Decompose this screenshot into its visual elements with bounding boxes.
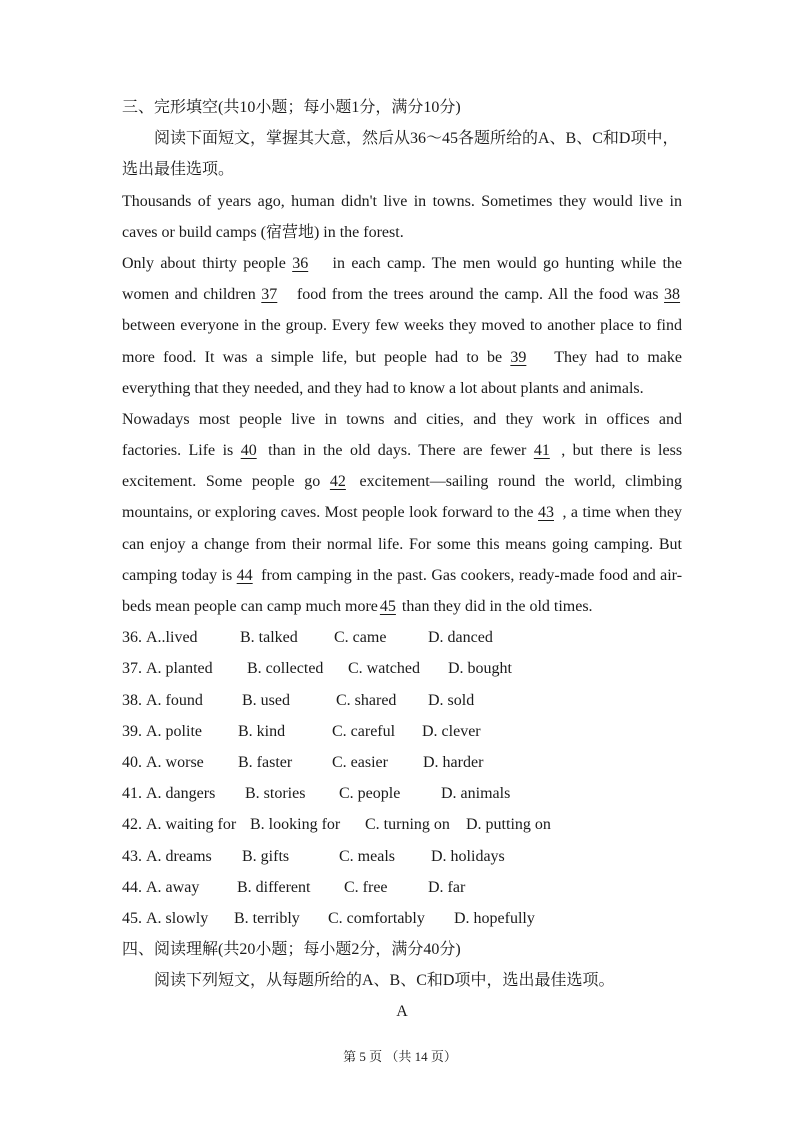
option-a: A. slowly xyxy=(146,909,209,927)
blank-38: 38 xyxy=(664,286,681,304)
option-c: C. turning on xyxy=(365,816,450,834)
blank-42: 42 xyxy=(329,473,346,491)
question-39 xyxy=(122,716,682,747)
passage-line xyxy=(122,560,682,591)
option-a: A. away xyxy=(146,878,200,896)
blank-41: 41 xyxy=(533,442,550,460)
passage-text: factories. Life is xyxy=(122,442,234,460)
passage-text: They had to make xyxy=(554,348,682,366)
passage-line: Thousands of years ago, human didn't live in towns. Sometimes they would live in xyxy=(122,192,682,210)
option-a: A. dangers xyxy=(146,785,216,803)
passage-text: camping today is xyxy=(122,566,233,584)
option-d: D. hopefully xyxy=(454,909,535,927)
blank-44: 44 xyxy=(236,566,253,584)
question-40 xyxy=(122,747,682,778)
blank-45: 45 xyxy=(379,598,396,615)
passage-text: women and children xyxy=(122,286,256,304)
option-d: D. holidays xyxy=(431,847,505,865)
option-a: A. waiting for xyxy=(146,816,237,834)
option-c: C. careful xyxy=(332,722,396,740)
passage-text: food from the trees around the camp. All the food was xyxy=(296,286,659,304)
option-d: D. clever xyxy=(422,722,481,740)
option-c: C. shared xyxy=(336,691,397,709)
option-a: A. dreams xyxy=(146,847,212,865)
passage-line: can enjoy a change from their normal life. For some this means going camping. But xyxy=(122,535,682,553)
option-d: D. animals xyxy=(441,785,511,803)
passage-text: beds mean people can camp much more xyxy=(122,598,378,615)
page-footer: 第 5 页 （共 14 页） xyxy=(343,1049,457,1064)
passage-text: more food. It was a simple life, but people had to be xyxy=(122,348,503,366)
option-d: D. putting on xyxy=(466,816,551,834)
option-d: D. harder xyxy=(423,753,484,771)
option-b: B. collected xyxy=(247,660,324,678)
passage-text: mountains, or exploring caves. Most people look forward to the xyxy=(122,504,534,522)
section3-instruction-line1: 阅读下面短文，掌握其大意，然后从36～45各题所给的A、B、C和D项中， xyxy=(154,130,679,148)
option-b: B. different xyxy=(237,878,311,896)
question-38 xyxy=(122,685,682,716)
option-a: A..lived xyxy=(146,629,198,647)
passage-text: than in the old days. There are fewer xyxy=(268,442,527,460)
passage-text: Only about thirty people xyxy=(122,254,286,272)
question-number: 40. xyxy=(122,753,142,771)
question-number: 37. xyxy=(122,660,142,678)
passage-line xyxy=(122,497,682,528)
question-41 xyxy=(122,778,682,809)
option-c: C. meals xyxy=(339,847,395,865)
blank-37: 37 xyxy=(261,286,278,304)
blank-36: 36 xyxy=(292,254,309,272)
passage-line: Nowadays most people live in towns and cities, and they work in offices and xyxy=(122,410,682,428)
option-c: C. people xyxy=(339,785,401,803)
option-a: A. polite xyxy=(146,722,202,740)
question-43 xyxy=(122,841,682,872)
passage-label: A xyxy=(396,1003,408,1021)
passage-line: everything that they needed, and they had to know a lot about plants and animals. xyxy=(122,379,644,397)
question-42 xyxy=(122,809,682,840)
passage-line: between everyone in the group. Every few weeks they moved to another place to find xyxy=(122,317,682,335)
passage-line xyxy=(122,342,682,373)
question-number: 43. xyxy=(122,847,142,865)
option-b: B. looking for xyxy=(250,816,341,834)
option-c: C. comfortably xyxy=(328,909,425,927)
cloze-passage xyxy=(122,186,682,623)
blank-43: 43 xyxy=(538,504,554,522)
question-number: 39. xyxy=(122,722,142,740)
question-44 xyxy=(122,872,682,903)
option-a: A. worse xyxy=(146,753,204,771)
option-d: D. sold xyxy=(428,691,475,709)
section3-instruction-line2: 选出最佳选项。 xyxy=(122,161,235,179)
passage-line xyxy=(122,466,682,497)
passage-line xyxy=(122,435,682,466)
option-b: B. gifts xyxy=(242,847,290,865)
option-c: C. watched xyxy=(348,660,420,678)
question-number: 44. xyxy=(122,878,142,896)
option-b: B. stories xyxy=(245,785,306,803)
option-a: A. planted xyxy=(146,660,213,678)
option-d: D. danced xyxy=(428,629,493,647)
question-36 xyxy=(122,622,682,653)
question-number: 36. xyxy=(122,629,142,647)
question-number: 42. xyxy=(122,816,142,834)
passage-line xyxy=(122,248,682,279)
section4-instruction: 阅读下列短文，从每题所给的A、B、C和D项中，选出最佳选项。 xyxy=(154,972,615,990)
page-content xyxy=(122,92,682,1028)
question-number: 45. xyxy=(122,909,142,927)
passage-text: excitement. Some people go xyxy=(122,473,321,491)
option-b: B. kind xyxy=(238,722,286,740)
option-c: C. free xyxy=(344,878,388,896)
blank-40: 40 xyxy=(240,442,257,460)
question-list xyxy=(122,622,682,934)
option-c: C. came xyxy=(334,629,387,647)
passage-text: in each camp. The men would go hunting while the xyxy=(332,254,682,272)
option-c: C. easier xyxy=(332,753,388,771)
option-b: B. faster xyxy=(238,753,293,771)
option-d: D. bought xyxy=(448,660,512,678)
passage-text: than they did in the old times. xyxy=(401,598,593,615)
option-d: D. far xyxy=(428,878,466,896)
section3-title: 三、完形填空(共10小题；每小题1分，满分10分) xyxy=(122,99,461,116)
passage-text: , but there is less xyxy=(561,442,682,460)
blank-39: 39 xyxy=(510,348,527,366)
passage-text: , a time when they xyxy=(562,504,682,522)
question-37 xyxy=(122,653,682,684)
question-45 xyxy=(122,903,682,934)
option-b: B. talked xyxy=(240,629,298,647)
question-number: 41. xyxy=(122,785,142,803)
section4-title: 四、阅读理解(共20小题；每小题2分，满分40分) xyxy=(122,941,461,959)
passage-text: excitement—sailing round the world, climbing xyxy=(359,473,682,491)
passage-text: from camping in the past. Gas cookers, ready-made food and air- xyxy=(261,566,682,584)
passage-line xyxy=(122,591,682,622)
question-number: 38. xyxy=(122,691,142,709)
passage-line xyxy=(122,279,682,310)
option-a: A. found xyxy=(146,691,203,709)
passage-line: caves or build camps (宿营地) in the forest. xyxy=(122,223,404,241)
option-b: B. terribly xyxy=(234,909,300,927)
option-b: B. used xyxy=(242,691,290,709)
